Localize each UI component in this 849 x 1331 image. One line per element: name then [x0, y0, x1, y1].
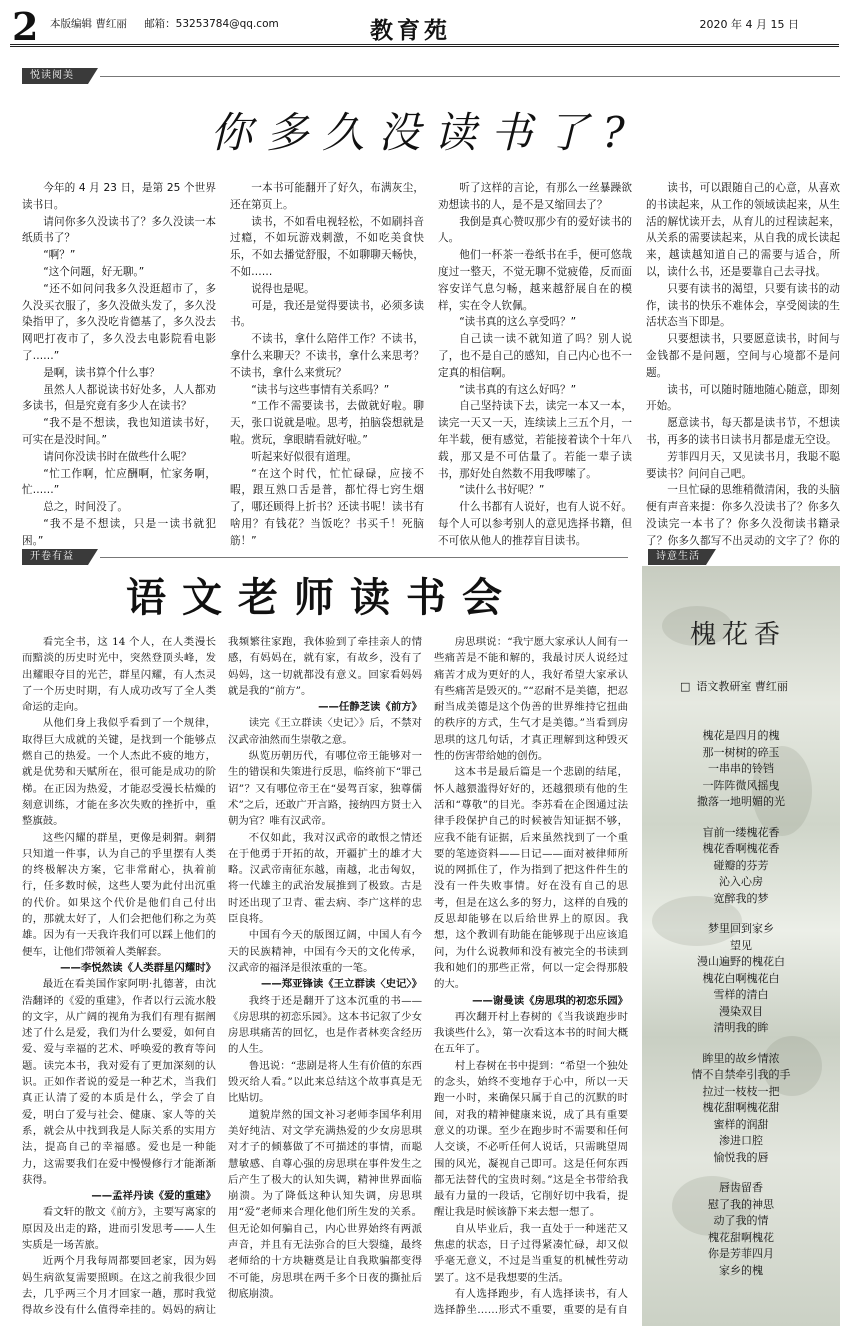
article-paragraph: 这些闪耀的群星，更像是刺猬。刺猬只知道一件事，认为自己的乎里摆有人类的终极解决方案，它非常耐心，执着前行，任多数时候，这些人要为此付出沉重的代价。如果这个代价是他们自己付出的，那就太好了，人们会把他们称之为英雄。因为有一天我许我们可以踩上他们的便车，让他们带领着人类解套。	[22, 831, 216, 958]
page-number: 2	[12, 4, 39, 49]
poem-line: 情不自禁牵引我的手	[691, 1068, 791, 1081]
article-paragraph: 看完全书，这 14 个人，在人类漫长而黯淡的历史时光中，突然登顶头峰，发出耀眼夺目的光芒，群星闪耀，有人杰灵了一个历史时期，有人成功改写了全人类命运的走向。	[22, 636, 216, 714]
article-paragraph: 自己坚持读下去，读完一本又一本，读完一天又一天，连续读上三五个月，一年半载，便有感觉，若能接着读个十年八载，那又是不可估量了。若能一辈子读书，那好处自然数不用我啰嗦了。	[438, 400, 632, 480]
poem-line: 漫染双目	[719, 1004, 763, 1018]
article-paragraph: 再次翻开村上春树的《当我谈跑步时我谈些什么》，第一次看这本书的时间大概在五年了。	[434, 1010, 628, 1056]
article-paragraph: 一旦忙碌的思维稍微清闲，我的头脑便有声音来提：你多久没读书了？你多久没读完一本书了？你多久没彻读书籍录了？你多久都写不出灵动的文字了？你的	[646, 484, 840, 547]
article-paragraph: 村上春树在书中提到：“希望一个独处的念头，始终不变地存于心中，所以一天跑一小时，来确保只属于自己的沉默的时间，对我的精神健康来说，成了具有重要意义的功课。至少在跑步时不需要和任何人交谈，不必听任何人说话，只需眺望周围的风光，凝视自己即可。这是任何东西都无法替代的宝贵时刻。”这是全书带给我最有力量的一段话，它削好切中我看，提醒让我是时候该静下来去想一想了。	[434, 1059, 628, 1219]
poem-stanza	[642, 1180, 840, 1279]
article-paragraph: “读书真的有这么好吗？”	[459, 383, 577, 396]
poem-line: 那一树树的碎玉	[702, 745, 780, 759]
issue-date: 2020 年 4 月 15 日	[699, 18, 799, 31]
article-paragraph: 只要想读书，只要愿意读书，时间与金钱都不是问题，空间与心境都不是问题。	[646, 333, 840, 379]
column-tag: 悦读阅美	[22, 68, 88, 84]
header-rule	[10, 44, 839, 48]
column-tag: 诗意生活	[648, 549, 706, 565]
poem-stanza	[642, 728, 840, 811]
article-paragraph: ——孟祥丹读《爱的重建》	[91, 1190, 216, 1203]
poem-line: 沁入心房	[719, 875, 763, 888]
section-title: 教育苑	[370, 18, 451, 44]
article-paragraph: 他们一杯茶一卷纸书在手，便可悠哉度过一整天，不觉无聊不觉疲倦，反而面容安详气息匀畅，越来越舒展自在的模样，实在令人钦佩。	[438, 249, 632, 312]
article-paragraph: 鲁迅说：“悲剧是将人生有价值的东西毁灭给人看。”以此来总结这个故事真是无比贴切。	[228, 1059, 422, 1105]
section-divider	[100, 557, 628, 558]
editor-email: 邮箱：53253784@qq.com	[144, 18, 279, 30]
poem-line: 家乡的槐	[719, 1263, 763, 1277]
article-body	[22, 634, 628, 1326]
article-paragraph: 可是，我还是觉得要读书，必须多读书。	[230, 299, 424, 329]
poem-line: 眸里的故乡情浓	[702, 1051, 780, 1065]
article-paragraph: 纵览历朝历代，有哪位帝王能够对一生的错误和失策进行反思，临终前下“罪己诏”？又有哪位帝王在“晏驾百家，独尊儒术”之后，还敢广开言路，接纳四方贤士入朝为官？唯有汉武帝。	[228, 750, 422, 828]
article-paragraph: 自从毕业后，我一直处于一种迷茫又焦虑的状态，日子过得紧凑忙碌，却又似乎毫无意义，不过是当重复的机械性劳动罢了。这不是我想要的生活。	[434, 1222, 628, 1284]
article-paragraph: 自己读一读不就知道了吗？别人说了，也不是自己的感知，自己内心也不一定真的相信啊。	[438, 333, 632, 379]
poem-line: 清明我的眸	[713, 1021, 769, 1034]
poem-line: 蜜样的润甜	[713, 1117, 769, 1131]
poem-line: 槐花是四月的槐	[702, 729, 780, 742]
article-paragraph: “在这个时代，忙忙碌碌，应接不暇，跟互熟口舌是普，都忙得七窍生烟了，哪还顾得上折书？还读书呢！读书有啥用？有钱花？当饭吃？书买千！死脑筋！”	[230, 467, 424, 547]
article-paragraph: 这本书是最后篇是一个悲剧的结尾，怀人越猥滥得好好的，还越猥琐有他的生活和“尊敬”的目光。李苏看在企图通过法律手段保护自己的时候被告知证据不够，应我不能有证据，后来虽然找到了一个重要的笔迹资料——日记——面对被律师所说的网抓住了，作为指到了把这件件生的没有一件失败事情。好在没有自己的思考，但是在这么多的努力，这样的自残的反思却能够在以后给世界上的原因。我想，这个教训有助能在能够现于出应该追问，为什么说教师和没有被完全的书读到我和她们的那些正常，何以一定会得那般的大。	[434, 766, 628, 991]
poem-line: 渗进口腔	[719, 1134, 763, 1147]
article-paragraph: 是啊，读书算个什么事？	[43, 366, 160, 379]
article-paragraph: 虽然人人都说读书好处多，人人都劝多读书，但是究竟有多少人在读书？	[22, 383, 216, 413]
article-body	[22, 180, 840, 550]
poem-line: 盲前一缕槐花香	[702, 825, 780, 839]
article-paragraph: 道貌岸然的国文补习老师李国华利用美好纯洁、对文学充满热爱的少女房思琪对才子的倾慕做了不可描述的事情，而聪慧敏感、自尊心强的房思琪在事件发生之后产生了极大的认知失调，精神世界面临崩溃。为了降低这种认知失调，房思琪用“爱”老师来合理化他们所生发的关系。但无论如何骗自己，内心世界始终有两派声音，并且有无法弥合的巨大裂缝，最终老师给的十方块糖奠是让自我欺骗都变得不可能，房思琪在两千多个日夜的撕扯后彻底崩溃。	[228, 1108, 422, 1300]
poem-line: 望见	[730, 938, 752, 952]
poem-line: 慰了我的神思	[708, 1197, 774, 1211]
poem-line: 梦里回到家乡	[708, 922, 774, 935]
article-paragraph: 读书，可以随时随地随心随意，即刻开始。	[646, 383, 840, 413]
article-paragraph: ——谢曼读《房思琪的初恋乐园》	[472, 994, 628, 1007]
article-paragraph: 什么书都有人说好，也有人说不好。每个人可以参考别人的意见选择书籍，但不可依从他人的推荐盲目读书。	[438, 501, 632, 547]
masthead	[10, 6, 839, 58]
article-paragraph: “读书与这些事情有关系吗？”	[251, 383, 390, 396]
article-paragraph: 请问你没读书时在做些什么呢？	[43, 450, 192, 463]
poem-line: 拉过一枝枝一把	[702, 1084, 780, 1098]
article-paragraph: ——李悦然读《人类群星闪耀时》	[60, 961, 216, 974]
article-paragraph: “工作不需要读书，去做就好啦。聊天，张口说就是啦。思考，拍脑袋想就是啦。赏玩，拿眼睛看就好啦。”	[230, 400, 424, 446]
article-paragraph: 有人选择跑步，有人选择读书，有人选择静坐……形式不重要，重要的是有自	[434, 1287, 628, 1317]
article-headline: 你多久没读书了?	[210, 108, 639, 157]
poem-title: 槐花香	[690, 620, 787, 650]
article-paragraph: “读什么书好呢？”	[459, 484, 545, 497]
article-paragraph: 近两个月我每周都要回老家，因为妈妈生病欲复需要照顾。在这之前我很少回去，几乎两三个月才回家一趟，那时我觉得故乡没有什么值得牵挂的。妈妈的病让我频繁往家跑，我体验到了牵挂亲人的情感，有妈妈在，就有家，有故乡，没有了妈妈，这一切就都没有意义。回家看妈妈就是我的“前方”。	[22, 636, 422, 1317]
poem-line: 槐花甜啊槐花	[708, 1230, 774, 1244]
poem-line: 动了我的情	[713, 1214, 769, 1227]
poem-line: 唇齿留香	[719, 1181, 763, 1194]
article-paragraph: “还不如问问我多久没逛超市了，多久没买衣服了，多久没做头发了，多久没染指甲了，多久没吃肯德基了，多久没去网吧打夜市了，多久没去电影院看电影了……”	[22, 282, 216, 362]
article-paragraph: 芳菲四月天，又见读书月，我聪不聪要读书？问问自己吧。	[646, 450, 840, 480]
article-paragraph: 读书，不如看电视轻松，不如刷抖音过瘾，不如玩游戏刺激，不如吃美食快乐，不如去播觉舒服，不如聊聊天畅快，不如……	[230, 215, 424, 278]
article-paragraph: 读书，可以跟随自己的心意，从喜欢的书读起来，从工作的领域读起来，从生活的解忧读开去，从育儿的过程读起来，从关系的需要读起来，从自我的成长读起来，越读越知道自己的需要与适合，所以，读什么书，还是要靠自己去寻找。	[646, 182, 840, 278]
column-tag: 开卷有益	[22, 549, 88, 565]
article-paragraph: 听起来好似很有道理。	[251, 450, 358, 463]
article-paragraph: 我终于还是翻开了这本沉重的书——《房思琪的初恋乐园》。这本书记叙了少女房思琪痛苦的回忆，也是作者林奕含经历的人生。	[228, 994, 422, 1056]
poem-line: 漫山遍野的槐花白	[697, 955, 785, 968]
article-paragraph: 只要有读书的渴望，只要有读书的动作，读书的快乐不难体会，享受阅读的生活状态当下即是。	[646, 282, 840, 329]
article-paragraph: 说得也是呢。	[251, 282, 315, 295]
poem-line: 一串串的铃铛	[708, 762, 774, 775]
article-paragraph: 听了这样的言论，有那么一丝暴躁欲劝想读书的人，是不是又缩回去了？	[438, 182, 632, 211]
poem-line: 你是芳菲四月	[708, 1247, 774, 1260]
article-paragraph: 中国有今天的版图辽阔，中国人有今天的民族精神，中国有今天的文化传承，汉武帝的福泽是很浓重的一笔。	[228, 929, 422, 974]
article-headline: 语文老师读书会	[126, 575, 518, 621]
article-paragraph: 房思琪说：“我宁愿大家承认人间有一些痛苦是不能和解的，我最讨厌人说经过痛苦才成为更好的人，我好希望大家承认有些痛苦是毁灭的。”“忍耐不是美德，把忍耐当成美德是这个伪善的世界维持它扭曲的秩序的方式，生气才是美德。”当看到房思琪的这几句话，才真正理解到这种毁灭性的伤害带给她的创伤。	[434, 636, 628, 763]
poem-line: 槐花香啊槐花香	[702, 842, 780, 855]
poem-author: □ 语文教研室 曹红丽	[680, 678, 788, 694]
article-paragraph: “我不是不想读，只是一读书就犯困。”	[22, 517, 216, 547]
article-paragraph: 不读书，拿什么陪伴工作？不读书，拿什么来聊天？不读书，拿什么来思考？不读书，拿什么来赏玩？	[230, 333, 424, 379]
article-paragraph: 请问你多久没读书了？多久没读一本纸质书了？	[22, 215, 216, 245]
editor-credit: 本版编辑 曹红丽	[50, 18, 127, 30]
section-divider	[100, 76, 840, 77]
article-paragraph: 愿意读书，每天都是读书节，不想读书，再多的读书日读书月都是虚无空设。	[646, 417, 840, 446]
poem-line: 雪样的清白	[713, 988, 769, 1001]
article-paragraph: 从他们身上我似乎看到了一个规律，取得巨大成就的关键，是找到一个能够点燃自己的热爱。一个人杰此不疲的地方，就是优势和天赋所在，很可能是成功的阶梯。在正因为热爱，才能忍受漫长枯燥的刻意训练，才能在多次失败的挫折中，重整旗鼓。	[22, 717, 216, 828]
article-paragraph: “这个问题，好无聊。”	[43, 265, 145, 278]
article-paragraph: “读书真的这么享受吗？”	[459, 316, 577, 329]
article-paragraph: 不仅如此，我对汉武帝的敢恨之情还在于他勇于开拓的故，开疆扩土的雄才大略。汉武帝南征东越，南越，北击匈奴，将一代雄主的武治发展推到了极致。古是时还出现了卫青、霍去病、李广这样的忠臣良将。	[228, 831, 422, 926]
article-paragraph: 我倒是真心赞叹那少有的爱好读书的人。	[438, 215, 632, 245]
poem-stanza	[642, 1051, 840, 1167]
article-paragraph: “忙工作啊，忙应酬啊，忙家务啊，忙……”	[22, 467, 216, 497]
poem-stanza	[642, 825, 840, 908]
article-paragraph: “我不是不想读，我也知道读书好，可实在是没时间。”	[22, 417, 216, 446]
poem-line: 愉悦我的唇	[713, 1150, 769, 1164]
poem-stanza	[642, 921, 840, 1037]
article-paragraph: 看文轩的散文《前方》，主要写离家的原因及出走的路，进而引发思考——人生实质是一场苦旅。	[22, 1206, 216, 1251]
article-paragraph: 今年的 4 月 23 日，是第 25 个世界读书日。	[22, 182, 216, 211]
poem-line: 一阵阵微风摇曳	[702, 778, 780, 792]
article-paragraph: 最近在看美国作家阿明·扎德著，由沈浩翻译的《爱的重建》，作者以行云流水般的文字，从广阔的视角为我们有理有据阐述了什么是爱，我们为什么要爱，如何自爱、爱与幸福的艺术、呼唤爱的教育等问题。读完本书，我对爱有了更加深刻的认识。正如作者说的爱是一种艺术，当我们真正认清了爱的本质是什么，学会了自爱，明白了爱与社会、健康、家人等的关系，就会从中找到我是人际关系的实用方法，提高自己的幸福感。爱也是一种能力，这需要我们在爱中慢慢修行才能渐渐获得。	[22, 978, 216, 1186]
poem-body	[642, 728, 840, 1293]
poem-line: 槐花白啊槐花白	[702, 971, 780, 985]
article-paragraph: 一本书可能翻开了好久，布满灰尘，还在第页上。	[230, 182, 424, 211]
article-paragraph: “啊？”	[43, 249, 76, 262]
article-paragraph: ——任静芝读《前方》	[318, 701, 422, 714]
poem-line: 撒落一地明媚的光	[697, 795, 785, 808]
article-paragraph: ——郑亚锋读《王立群读〈史记〉》	[260, 978, 422, 991]
poem-line: 宽醉我的梦	[713, 891, 769, 905]
poem-line: 碰瓣的芬芳	[713, 858, 769, 872]
header-meta	[50, 16, 293, 31]
article-paragraph: 读完《王立群读〈史记〉》后，不禁对汉武帝油然而生崇敬之意。	[228, 717, 422, 746]
article-paragraph: 总之，时间没了。	[43, 501, 128, 514]
poem-line: 槐花甜啊槐花甜	[702, 1101, 780, 1114]
